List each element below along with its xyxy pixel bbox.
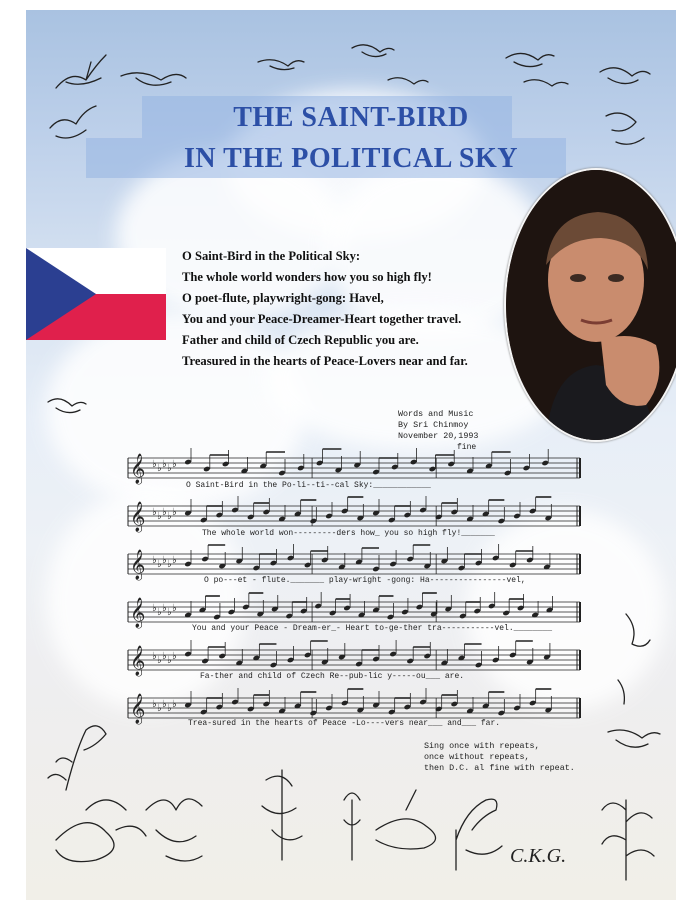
poem-line: O Saint-Bird in the Political Sky:	[182, 249, 361, 263]
flat-icon: ♭	[162, 603, 167, 614]
tree-drawing	[602, 800, 654, 880]
credits-line: Words and Music	[398, 409, 474, 419]
flower-drawing	[344, 793, 360, 860]
bird-drawing	[56, 55, 106, 88]
page-title-line1: THE SAINT-BIRD	[233, 102, 469, 133]
flat-icon: ♭	[152, 603, 157, 614]
bird-drawing	[48, 399, 86, 413]
flat-icon: ♭	[162, 459, 167, 470]
instruction-line: then D.C. al fine with repeat.	[424, 763, 575, 773]
bird-drawing	[618, 680, 624, 704]
flat-icon: ♭	[167, 511, 172, 522]
instruction-line: once without repeats,	[424, 752, 530, 762]
flat-icon: ♭	[172, 651, 177, 662]
lyric-line: You and your Peace - Dream-er_- Heart to-ge-ther tra-----------vel.________	[192, 624, 553, 633]
doodle-layer	[26, 10, 676, 900]
song-sheet	[26, 10, 676, 900]
bird-drawing	[258, 60, 304, 70]
bird-drawing	[352, 45, 394, 57]
flat-icon: ♭	[157, 559, 162, 570]
bird-drawing	[626, 614, 650, 646]
bird-drawing	[121, 73, 186, 85]
flower-drawing	[146, 799, 202, 861]
flat-icon: ♭	[167, 463, 172, 474]
flower-drawing	[56, 800, 146, 862]
page-title-line2: IN THE POLITICAL SKY	[184, 143, 518, 174]
flat-icon: ♭	[157, 511, 162, 522]
flat-icon: ♭	[157, 463, 162, 474]
poem-line: Treasured in the hearts of Peace-Lovers near and far.	[182, 354, 468, 368]
credits-line: By Sri Chinmoy	[398, 420, 469, 430]
flat-icon: ♭	[172, 507, 177, 518]
bird-drawing	[600, 68, 650, 84]
flat-icon: ♭	[152, 555, 157, 566]
flat-icon: ♭	[157, 655, 162, 666]
flat-icon: ♭	[152, 651, 157, 662]
bird-drawing	[506, 53, 554, 66]
instruction-line: Sing once with repeats,	[424, 741, 540, 751]
treble-clef-icon: 𝄞	[130, 550, 146, 580]
flat-icon: ♭	[162, 555, 167, 566]
flat-icon: ♭	[152, 459, 157, 470]
lyric-line: The whole world won---------ders how_ you so high fly!_______	[202, 529, 495, 538]
fine-marking: fine	[457, 443, 477, 452]
flat-icon: ♭	[172, 555, 177, 566]
treble-clef-icon: 𝄞	[130, 598, 146, 628]
bird-drawing	[606, 113, 644, 144]
signature: C.K.G.	[510, 845, 567, 867]
poem-line: You and your Peace-Dreamer-Heart together travel.	[182, 312, 462, 326]
flat-icon: ♭	[152, 699, 157, 710]
lyric-line: Trea-sured in the hearts of Peace -Lo----vers near___ and___ far.	[188, 719, 501, 728]
poem-line: The whole world wonders how you so high fly!	[182, 270, 432, 284]
lyric-line: O po---et - flute._______ play-wright -gong: Ha----------------vel,	[204, 576, 526, 585]
flat-icon: ♭	[167, 655, 172, 666]
bird-drawing	[608, 730, 660, 747]
flat-icon: ♭	[162, 699, 167, 710]
treble-clef-icon: 𝄞	[130, 646, 146, 676]
credits-line: November 20,1993	[398, 431, 479, 441]
treble-clef-icon: 𝄞	[130, 694, 146, 724]
treble-clef-icon: 𝄞	[130, 454, 146, 484]
flower-drawing	[48, 726, 106, 790]
poem-line: O poet-flute, playwright-gong: Havel,	[182, 291, 384, 305]
flat-icon: ♭	[162, 507, 167, 518]
bird-drawing	[50, 106, 96, 138]
flat-icon: ♭	[167, 703, 172, 714]
flat-icon: ♭	[172, 699, 177, 710]
poem-line: Father and child of Czech Republic you are.	[182, 333, 419, 347]
flat-icon: ♭	[152, 507, 157, 518]
bird-drawing	[524, 80, 568, 86]
treble-clef-icon: 𝄞	[130, 502, 146, 532]
flat-icon: ♭	[172, 459, 177, 470]
lyric-line: O Saint-Bird in the Po-li--ti--cal Sky:____________	[186, 481, 431, 490]
flower-drawing	[456, 799, 502, 870]
flat-icon: ♭	[167, 559, 172, 570]
flat-icon: ♭	[157, 607, 162, 618]
bird-drawing	[388, 78, 428, 84]
flower-drawing	[262, 770, 302, 860]
flat-icon: ♭	[172, 603, 177, 614]
flat-icon: ♭	[157, 703, 162, 714]
flat-icon: ♭	[162, 651, 167, 662]
flower-drawing	[376, 790, 436, 849]
lyric-line: Fa-ther and child of Czech Re--pub-lic y-----ou___ are.	[200, 672, 465, 681]
flat-icon: ♭	[167, 607, 172, 618]
